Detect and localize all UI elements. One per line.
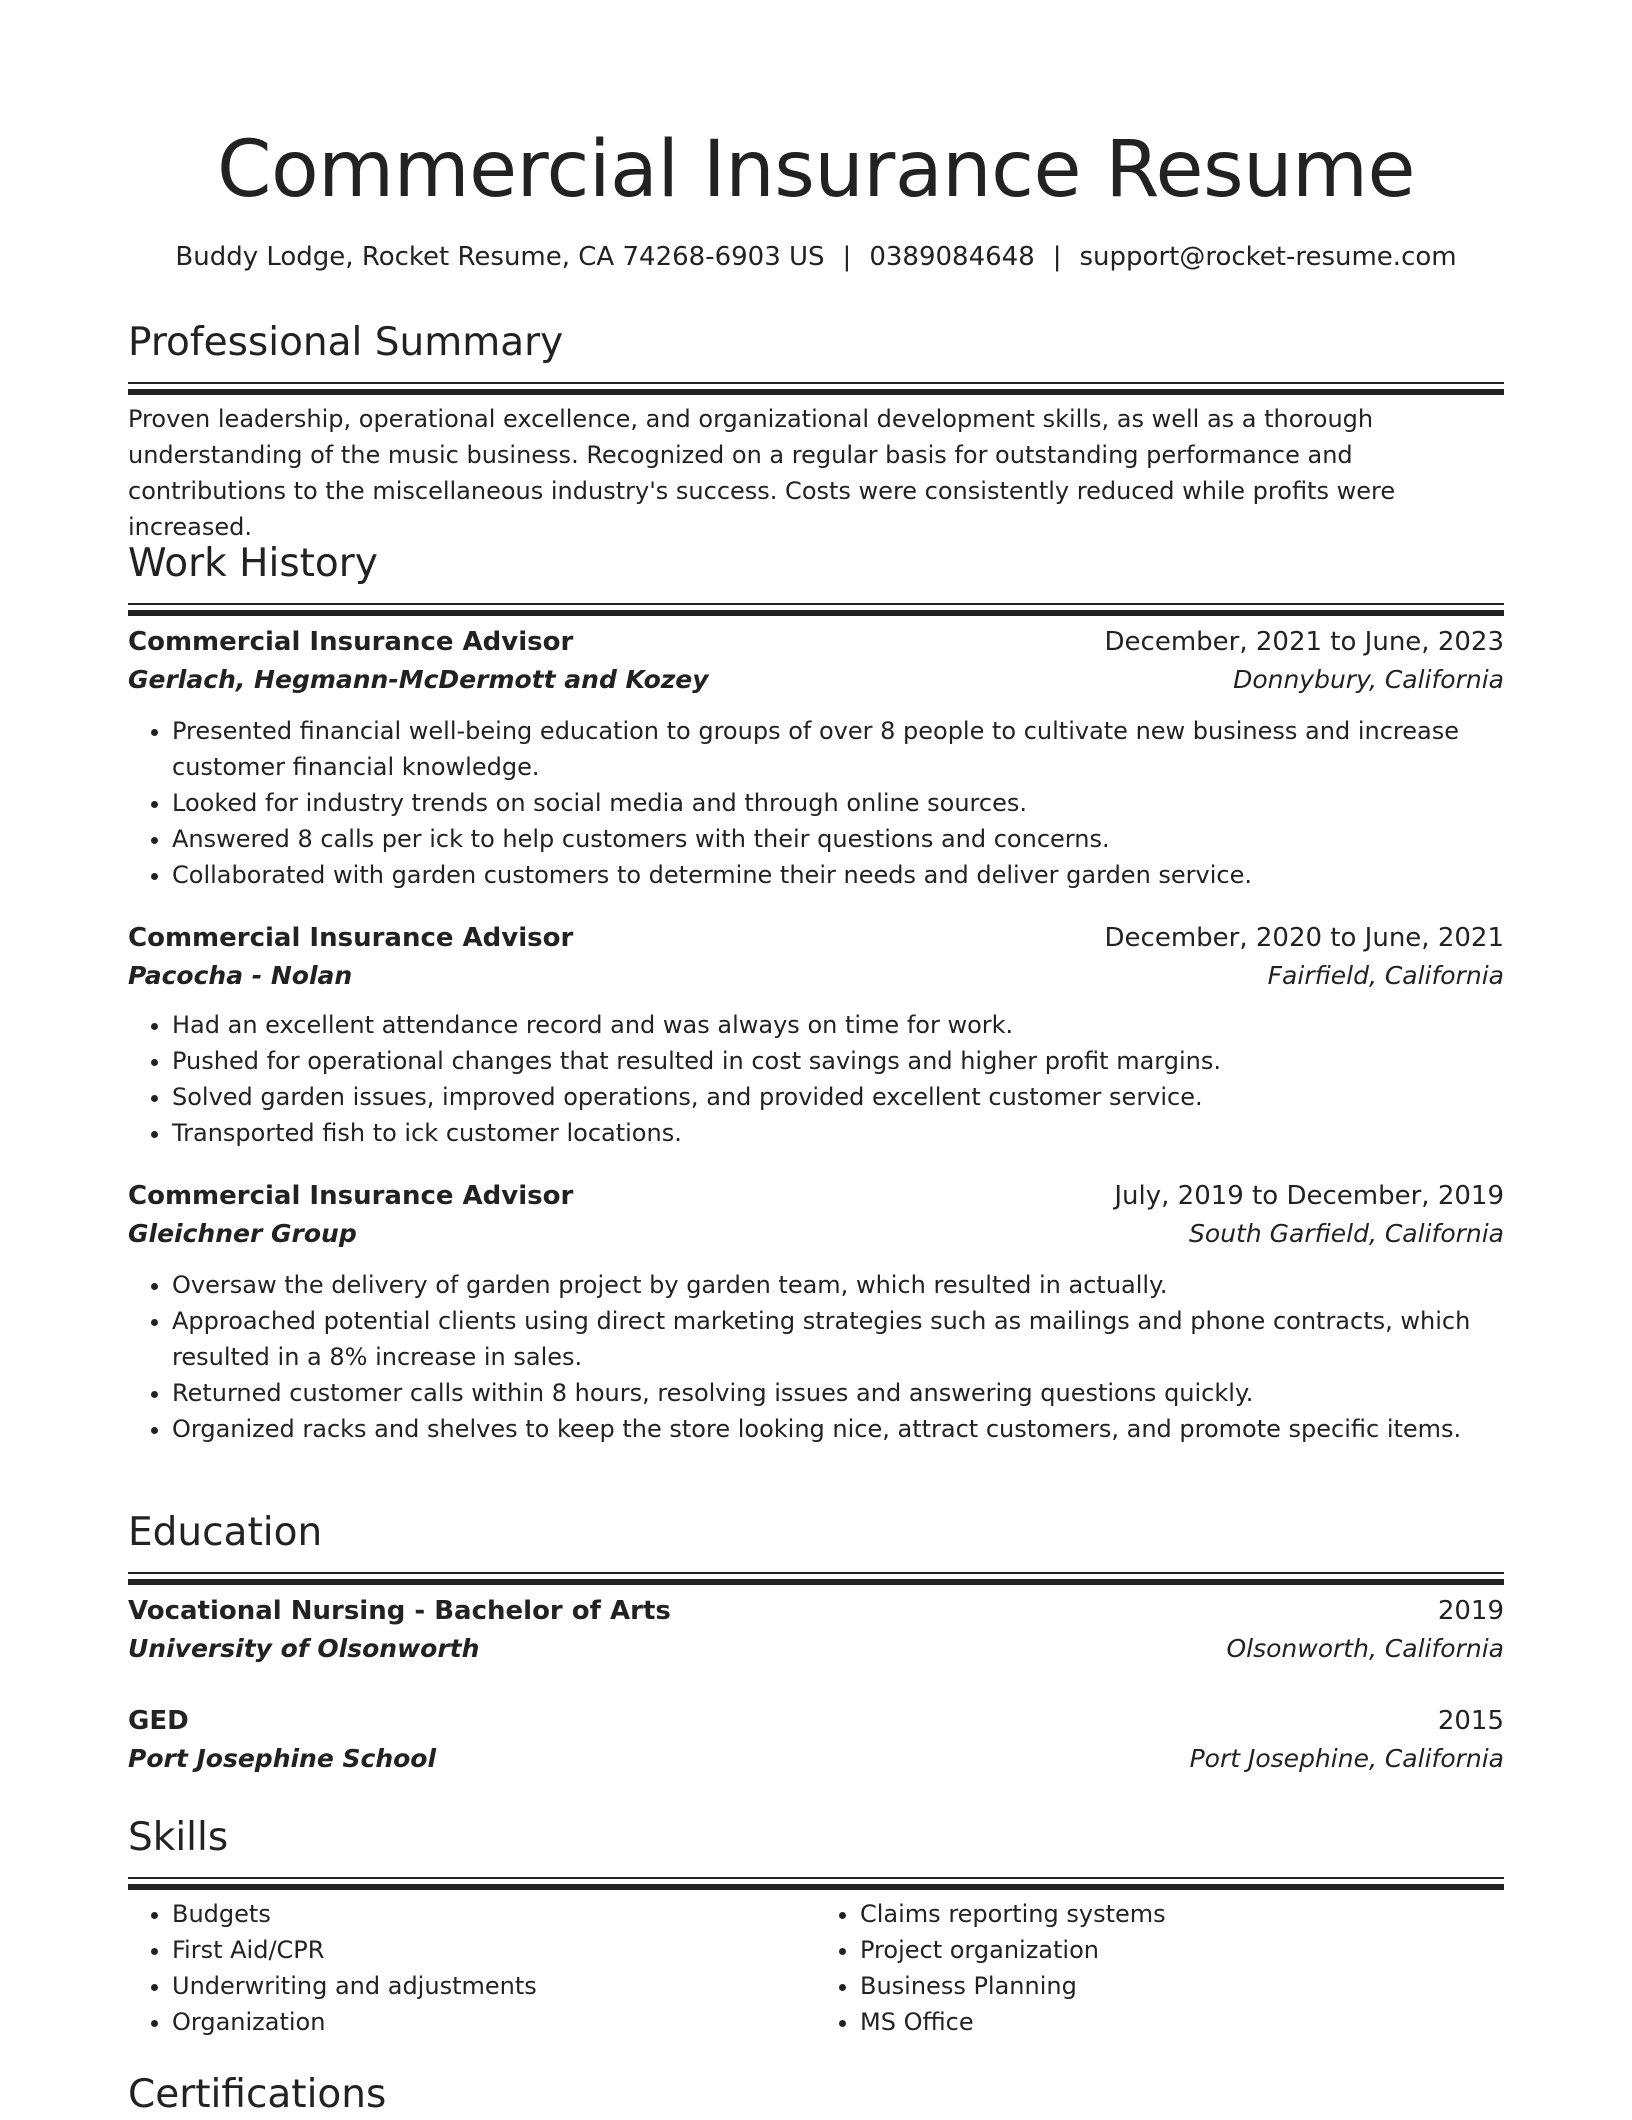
list-item: • Presented financial well-being education to groups of over 8 people to cultivate new business and increase customer financial knowledge. <box>172 713 1504 785</box>
job-company: Gerlach, Hegmann-McDermott and Kozey <box>128 665 709 694</box>
education-location: Port Josephine, California <box>1189 1744 1504 1773</box>
section-heading-summary: Professional Summary <box>128 320 564 365</box>
section-divider <box>128 1877 1504 1879</box>
job-location: Fairfield, California <box>1267 961 1504 990</box>
contact-line <box>0 240 1632 274</box>
job-bullets <box>128 1267 1504 1447</box>
list-item: • Organized racks and shelves to keep the store looking nice, attract customers, and promote specific items. <box>172 1411 1504 1447</box>
job-title: Commercial Insurance Advisor <box>128 627 574 657</box>
skills-grid <box>128 1896 1504 2040</box>
summary-section <box>128 318 1504 545</box>
skill-item: • Business Planning <box>860 1968 1504 2004</box>
job-location: Donnybury, California <box>1233 665 1504 694</box>
list-item: • Collaborated with garden customers to determine their needs and deliver garden service. <box>172 857 1504 893</box>
education-degree: Vocational Nursing - Bachelor of Arts <box>128 1596 671 1626</box>
job-bullets <box>128 1007 1504 1151</box>
education-school-row <box>128 1630 1504 1668</box>
job-company: Gleichner Group <box>128 1219 357 1248</box>
job-location: South Garfield, California <box>1189 1219 1504 1248</box>
education-location: Olsonworth, California <box>1226 1634 1504 1663</box>
section-heading-skills: Skills <box>128 1815 229 1860</box>
skill-item: • MS Office <box>860 2004 1504 2040</box>
job-title: Commercial Insurance Advisor <box>128 923 574 953</box>
job-title: Commercial Insurance Advisor <box>128 1181 574 1211</box>
job-company: Pacocha - Nolan <box>128 961 353 990</box>
education-school: University of Olsonworth <box>128 1634 480 1663</box>
skills-list-right <box>816 1896 1504 2040</box>
list-item: • Answered 8 calls per ick to help customers with their questions and concerns. <box>172 821 1504 857</box>
job-bullets <box>128 713 1504 893</box>
list-item: • Oversaw the delivery of garden project by garden team, which resulted in actually. <box>172 1267 1504 1303</box>
job-header-row <box>128 623 1504 661</box>
contact-address: Buddy Lodge, Rocket Resume, CA 74268-6903 US <box>175 242 825 272</box>
skill-item: • Organization <box>172 2004 816 2040</box>
education-year: 2015 <box>1437 1706 1504 1736</box>
section-divider <box>128 382 1504 384</box>
section-divider <box>128 1572 1504 1574</box>
section-heading-work-history: Work History <box>128 541 378 586</box>
skill-item: • Claims reporting systems <box>860 1896 1504 1932</box>
list-item: • Solved garden issues, improved operations, and provided excellent customer service. <box>172 1079 1504 1115</box>
education-header-row <box>128 1702 1504 1740</box>
job-dates: December, 2020 to June, 2021 <box>1104 923 1504 953</box>
job-header-row <box>128 919 1504 957</box>
job-dates: December, 2021 to June, 2023 <box>1104 627 1504 657</box>
education-school-row <box>128 1740 1504 1778</box>
skill-item: • Budgets <box>172 1896 816 1932</box>
education-degree: GED <box>128 1706 189 1736</box>
skills-section <box>128 1813 1504 2040</box>
contact-phone: 0389084648 <box>869 242 1035 272</box>
education-school: Port Josephine School <box>128 1744 437 1773</box>
education-year: 2019 <box>1437 1596 1504 1626</box>
job-header-row <box>128 1177 1504 1215</box>
work-history-section <box>128 539 1504 1447</box>
education-header-row <box>128 1592 1504 1630</box>
certifications-section <box>128 2070 1504 2120</box>
list-item: • Pushed for operational changes that resulted in cost savings and higher profit margins. <box>172 1043 1504 1079</box>
section-heading-education: Education <box>128 1510 323 1555</box>
skill-item: • First Aid/CPR <box>172 1932 816 1968</box>
job-dates: July, 2019 to December, 2019 <box>1114 1181 1504 1211</box>
skills-list-left <box>128 1896 816 2040</box>
section-heading-certifications: Certifications <box>128 2072 387 2117</box>
contact-email: support@rocket-resume.com <box>1079 242 1457 272</box>
skill-item: • Project organization <box>860 1932 1504 1968</box>
list-item: • Approached potential clients using direct marketing strategies such as mailings and phone contracts, which resulted in a 8% increase in sales. <box>172 1303 1504 1375</box>
list-item: • Looked for industry trends on social media and through online sources. <box>172 785 1504 821</box>
education-section <box>128 1508 1504 1778</box>
contact-separator: | <box>842 242 852 272</box>
job-entry <box>128 1177 1504 1447</box>
job-entry <box>128 919 1504 1151</box>
job-company-row <box>128 661 1504 699</box>
education-entry <box>128 1702 1504 1778</box>
list-item: • Had an excellent attendance record and was always on time for work. <box>172 1007 1504 1043</box>
job-company-row <box>128 1215 1504 1253</box>
job-company-row <box>128 957 1504 995</box>
job-entry <box>128 623 1504 893</box>
list-item: • Transported fish to ick customer locations. <box>172 1115 1504 1151</box>
education-entry <box>128 1592 1504 1668</box>
skill-item: • Underwriting and adjustments <box>172 1968 816 2004</box>
section-divider <box>128 603 1504 605</box>
list-item: • Returned customer calls within 8 hours, resolving issues and answering questions quickly. <box>172 1375 1504 1411</box>
resume-title: Commercial Insurance Resume <box>216 125 1415 215</box>
summary-text: Proven leadership, operational excellence, and organizational development skills, as well as a thorough understanding of the music business. Recognized on a regular basis for outstanding performance and contributions to the miscellaneous industry's success. Costs were consistently reduced while profits were increased. <box>128 405 1396 541</box>
contact-separator: | <box>1052 242 1062 272</box>
